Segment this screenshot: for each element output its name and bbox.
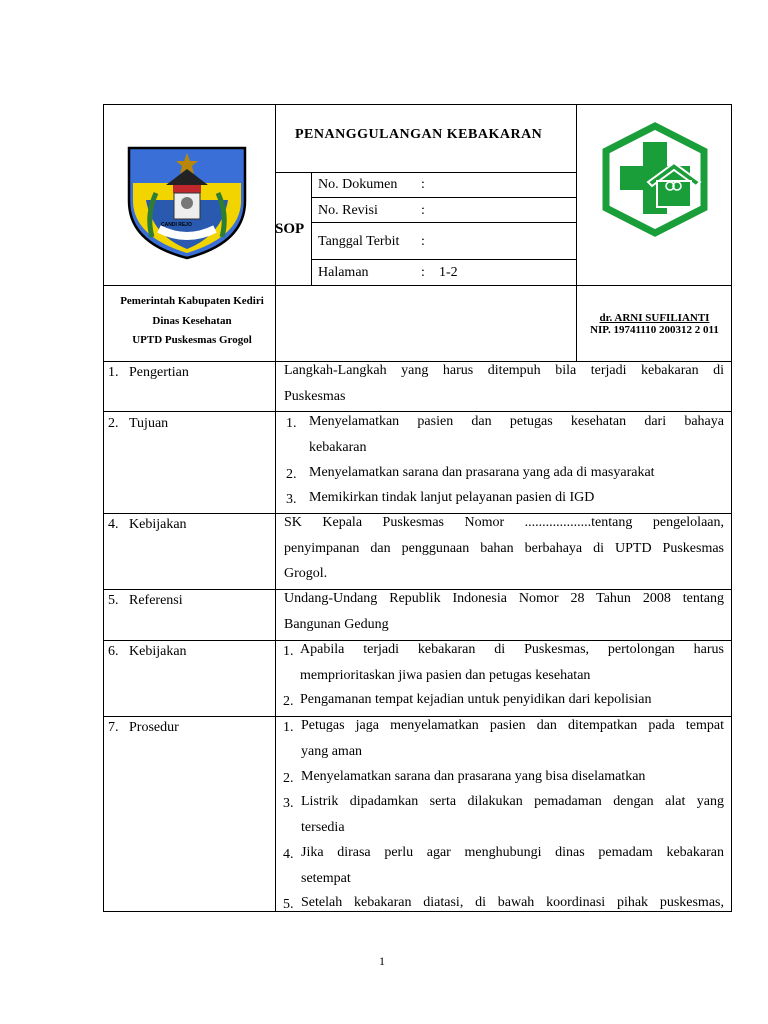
table-border-bottom: [103, 911, 732, 912]
row-number: 4.: [108, 517, 119, 532]
text-line: Menyelamatkan sarana dan prasarana yang ada di masyarakat: [309, 465, 655, 480]
text-line: Menyelamatkan pasien dan petugas kesehatan dari bahaya: [309, 414, 724, 429]
text-line: Petugas jaga menyelamatkan pasien dan ditempatkan pada tempat: [301, 718, 724, 733]
signer-nip: NIP. 19741110 200312 2 011: [590, 324, 719, 336]
row-label: Referensi: [129, 593, 183, 608]
sop-label: SOP: [275, 221, 305, 237]
item-number: 3.: [283, 796, 294, 811]
text-line: Listrik dipadamkan serta dilakukan pemadaman dengan alat yang: [301, 794, 724, 809]
meta-label-tanggal: Tanggal Terbit: [318, 234, 400, 249]
text-line: kebakaran: [309, 439, 367, 455]
divider: [311, 222, 577, 223]
item-number: 3.: [286, 492, 297, 507]
row-label: Kebijakan: [129, 517, 187, 532]
text-line: Puskesmas: [284, 388, 346, 404]
item-number: 5.: [283, 897, 294, 912]
text-line: setempat: [301, 870, 351, 886]
row-content: [284, 510, 724, 587]
divider: [275, 361, 276, 912]
item-number: 2.: [283, 771, 294, 786]
row-number: 7.: [108, 720, 119, 735]
page-number: 1: [379, 954, 385, 968]
item-number: 4.: [283, 847, 294, 862]
table-border-right: [731, 104, 732, 912]
meta-label-revisi: No. Revisi: [318, 203, 378, 218]
list-item-clip: [301, 890, 724, 911]
table-border-top: [103, 104, 732, 105]
list-item: [309, 460, 724, 486]
text-line: Apabila terjadi kebakaran di Puskesmas, pertolongan harus: [300, 642, 724, 657]
meta-value-halaman: 1-2: [439, 265, 458, 280]
text-line: Undang-Undang Republik Indonesia Nomor 28 Tahun 2008 tentang: [284, 591, 724, 606]
meta-sep: :: [421, 203, 425, 218]
text-line: Pengamanan tempat kejadian untuk penyidikan dari kepolisian: [300, 692, 652, 707]
list-item: [300, 637, 724, 688]
document-title: PENANGGULANGAN KEBAKARAN: [295, 127, 543, 142]
crest-emblem: [126, 145, 248, 261]
org-line-3: UPTD Puskesmas Grogol: [132, 334, 252, 346]
list-item: [301, 764, 724, 790]
list-item: [301, 840, 724, 891]
row-label: Tujuan: [129, 416, 169, 431]
puskesmas-logo-icon: [600, 120, 710, 240]
item-number: 1.: [283, 644, 294, 659]
text-line: Grogol.: [284, 566, 328, 581]
meta-label-halaman: Halaman: [318, 265, 369, 280]
org-line-1: Pemerintah Kabupaten Kediri: [120, 295, 264, 307]
text-line: yang aman: [301, 743, 363, 759]
divider: [311, 259, 577, 260]
list-item: [301, 890, 724, 911]
text-line: Memikirkan tindak lanjut pelayanan pasien di IGD: [309, 490, 595, 505]
row-number: 5.: [108, 593, 119, 608]
item-number: 2.: [286, 467, 297, 482]
meta-sep: :: [421, 177, 425, 192]
divider: [103, 285, 732, 286]
text-line: Langkah-Langkah yang harus ditempuh bila terjadi kebakaran di: [284, 363, 724, 378]
item-number: 1.: [283, 720, 294, 735]
row-number: 2.: [108, 416, 119, 431]
signer-name: dr. ARNI SUFILIANTI: [599, 312, 710, 324]
table-border-left: [103, 104, 104, 912]
text-line: SK Kepala Puskesmas Nomor ...................tentang pengelolaan,: [284, 515, 724, 530]
row-content: [284, 586, 724, 637]
item-number: 2.: [283, 694, 294, 709]
text-line: memprioritaskan jiwa pasien dan petugas kesehatan: [300, 667, 591, 683]
row-label: Prosedur: [129, 720, 179, 735]
row-number: 1.: [108, 365, 119, 380]
row-label: Pengertian: [129, 365, 189, 380]
divider: [576, 104, 577, 362]
text-line: Jika dirasa perlu agar menghubungi dinas pemadam kebakaran: [301, 845, 724, 860]
item-number: 1.: [286, 416, 297, 431]
row-label: Kebijakan: [129, 644, 187, 659]
crest-motto: CANDI REJO: [161, 222, 192, 228]
meta-sep: :: [421, 265, 425, 280]
org-line-2: Dinas Kesehatan: [152, 315, 232, 327]
list-item: [301, 789, 724, 840]
divider: [275, 172, 577, 173]
text-line: Bangunan Gedung: [284, 616, 389, 632]
list-item: [309, 409, 724, 460]
text-line: Setelah kebakaran diatasi, di bawah koordinasi pihak puskesmas,: [301, 895, 724, 910]
divider: [311, 197, 577, 198]
text-line: tersedia: [301, 819, 345, 835]
text-line: Menyelamatkan sarana dan prasarana yang bisa diselamatkan: [301, 769, 646, 784]
row-content: [284, 358, 724, 409]
row-number: 6.: [108, 644, 119, 659]
text-line: penyimpanan dan penggunaan bahan berbahaya di UPTD Puskesmas: [284, 540, 724, 556]
divider: [311, 172, 312, 285]
meta-label-dokumen: No. Dokumen: [318, 177, 398, 192]
list-item: [300, 687, 724, 713]
list-item: [301, 713, 724, 764]
meta-sep: :: [421, 234, 425, 249]
list-item: [309, 485, 724, 511]
